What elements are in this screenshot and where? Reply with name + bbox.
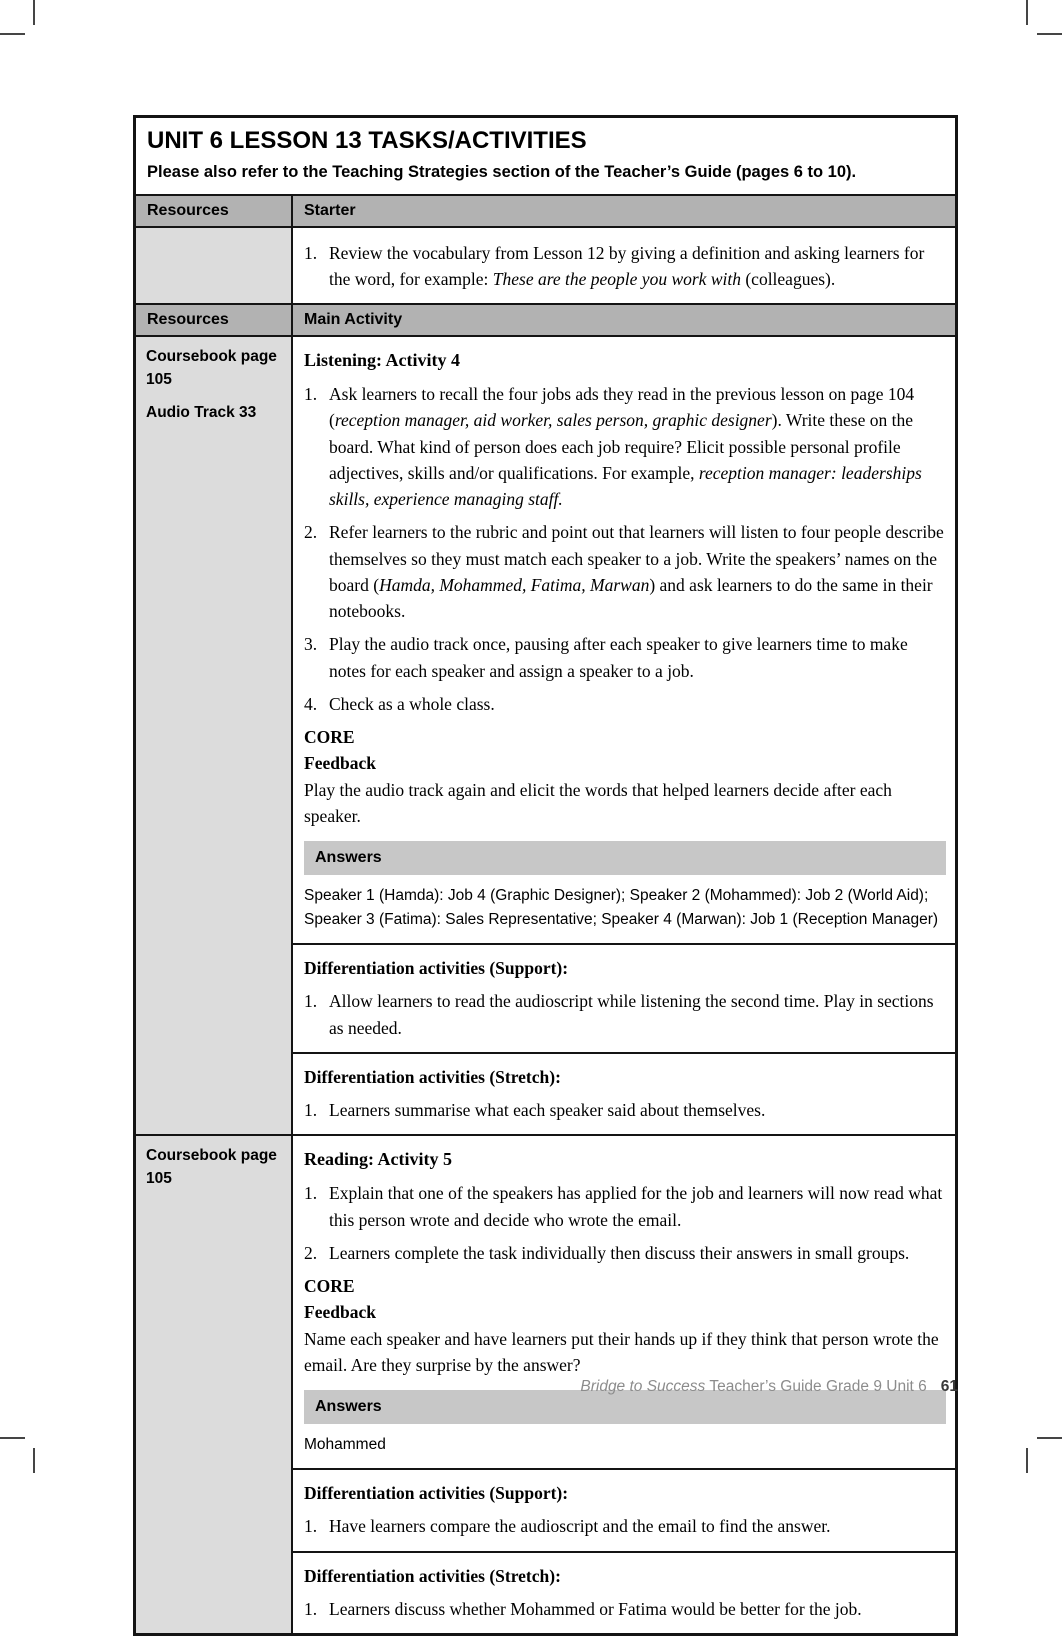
feedback-text: Name each speaker and have learners put their hands up if they think that person wrote the email. Are they surprise by the answer? — [304, 1328, 939, 1375]
item-number: 2. — [304, 1242, 318, 1263]
listening-differentiation-stretch — [293, 1052, 955, 1135]
item-text — [329, 240, 946, 293]
starter-resources-cell — [136, 228, 293, 304]
crop-mark-bottom-left-horizontal — [0, 1437, 25, 1439]
crop-mark-top-right-vertical — [1026, 0, 1028, 25]
list-item — [304, 1596, 946, 1622]
list-item — [304, 519, 946, 624]
starter-column-header: Starter — [304, 201, 356, 219]
item-text: Learners summarise what each speaker said about themselves. — [329, 1100, 766, 1121]
starter-row — [136, 226, 955, 304]
item-text: Check as a whole class. — [329, 693, 495, 714]
listening-resources-cell — [136, 337, 293, 1134]
listening-differentiation-support — [293, 943, 955, 1052]
resources-column-header: Resources — [136, 305, 293, 335]
differentiation-support-title: Differentiation activities (Support): — [304, 958, 569, 979]
page-title: UNIT 6 LESSON 13 TASKS/ACTIVITIES — [147, 127, 587, 154]
item-text-italic: Hamda, Mohammed, Fatima, Marwan — [379, 574, 650, 595]
list-item — [304, 631, 946, 684]
activity-title: Reading: Activity 5 — [304, 1149, 452, 1170]
list-item — [304, 1180, 946, 1233]
list-item — [304, 988, 946, 1041]
item-text: Learners complete the task individually then discuss their answers in small groups. — [329, 1242, 910, 1263]
title-block — [136, 118, 955, 194]
answers-banner: Answers — [304, 841, 946, 875]
list-item — [304, 1097, 946, 1123]
feedback-label: Feedback — [304, 753, 376, 774]
crop-mark-bottom-right-vertical — [1026, 1448, 1028, 1473]
item-number: 1. — [304, 1100, 318, 1121]
item-text: Explain that one of the speakers has applied for the job and learners will now read what this person wrote and decide who wrote the email. — [329, 1183, 943, 1230]
activity-title: Listening: Activity 4 — [304, 350, 460, 371]
listening-row — [136, 335, 955, 1134]
item-text-italic: reception manager: leaderships skills, experience managing staff. — [329, 462, 922, 510]
guide-title: Teacher’s Guide Grade 9 Unit 6 — [705, 1378, 927, 1395]
lesson-table — [133, 115, 958, 1636]
reading-differentiation-stretch — [293, 1551, 955, 1634]
item-text-segment: Review the vocabulary from Lesson 12 by giving a definition and asking learners for the word, for example: — [329, 242, 925, 289]
differentiation-support-title: Differentiation activities (Support): — [304, 1483, 569, 1504]
resources-column-header: Resources — [136, 196, 293, 226]
item-text: Have learners compare the audioscript and the email to find the answer. — [329, 1516, 831, 1537]
main-activity-header-row — [136, 303, 955, 335]
list-item — [304, 240, 946, 293]
item-number: 4. — [304, 693, 318, 714]
item-number: 1. — [304, 1183, 318, 1204]
item-number: 1. — [304, 991, 318, 1012]
item-number: 1. — [304, 1516, 318, 1537]
main-activity-column-header: Main Activity — [304, 311, 403, 329]
crop-mark-top-right-horizontal — [1037, 33, 1062, 35]
item-number: 1. — [304, 1598, 318, 1619]
starter-header-row — [136, 194, 955, 226]
item-text-italic: reception manager, aid worker, sales person, graphic designer — [334, 410, 772, 431]
resource-audio-track: Audio Track 33 — [146, 404, 257, 422]
crop-mark-bottom-right-horizontal — [1037, 1437, 1062, 1439]
item-number: 1. — [304, 384, 318, 405]
item-text-segment: ) and ask learners to do the same in their notebooks. — [329, 574, 933, 622]
crop-mark-bottom-left-vertical — [33, 1448, 35, 1473]
item-number: 3. — [304, 634, 318, 655]
answers-text: Speaker 1 (Hamda): Job 4 (Graphic Designer); Speaker 2 (Mohammed): Job 2 (World Aid); Speaker 3 (Fatima): Sales Representative; Speaker 4 (Marwan): Job 1 (Reception Manager) — [304, 887, 939, 929]
differentiation-stretch-title: Differentiation activities (Stretch): — [304, 1565, 561, 1586]
item-number: 2. — [304, 522, 318, 543]
item-text: Learners discuss whether Mohammed or Fatima would be better for the job. — [329, 1598, 862, 1619]
list-item — [304, 1240, 946, 1266]
item-text-segment: Refer learners to the rubric and point out that learners will listen to four people describe themselves so they must match each speaker to a job. Write the speakers’ names on the board ( — [329, 522, 944, 595]
list-item — [304, 381, 946, 512]
differentiation-stretch-title: Differentiation activities (Stretch): — [304, 1066, 561, 1087]
item-number: 1. — [304, 242, 318, 263]
item-text-segment: Ask learners to recall the four jobs ads they read in the previous lesson on page 104 ( — [329, 384, 915, 431]
reading-differentiation-support — [293, 1468, 955, 1551]
list-item — [304, 1513, 946, 1539]
series-title: Bridge to Success — [580, 1378, 706, 1395]
listening-content — [293, 337, 955, 943]
list-item — [304, 691, 946, 717]
page-footer — [133, 1378, 958, 1396]
answers-banner: Answers — [304, 1390, 946, 1424]
core-label: CORE — [304, 1276, 355, 1297]
table-subtitle: Please also refer to the Teaching Strategies section of the Teacher’s Guide (pages 6 to 10). — [147, 162, 857, 181]
item-text-segment: (colleagues). — [740, 268, 836, 289]
page-number: 61 — [940, 1378, 958, 1395]
item-text — [329, 381, 946, 512]
item-text: Play the audio track once, pausing after each speaker to give learners time to make notes for each speaker and assign a speaker to a job. — [329, 634, 908, 681]
reading-content — [293, 1136, 955, 1468]
crop-mark-top-left-vertical — [33, 0, 35, 25]
item-text: Allow learners to read the audioscript while listening the second time. Play in sections as needed. — [329, 991, 934, 1038]
answers-text: Mohammed — [304, 1436, 386, 1454]
core-label: CORE — [304, 727, 355, 748]
crop-mark-top-left-horizontal — [0, 33, 25, 35]
item-text-italic: These are the people you work with — [492, 268, 741, 289]
feedback-text: Play the audio track again and elicit the words that helped learners decide after each speaker. — [304, 779, 892, 826]
item-text — [329, 519, 946, 624]
feedback-label: Feedback — [304, 1302, 376, 1323]
starter-content — [293, 228, 955, 304]
resource-coursebook: Coursebook page 105 — [146, 348, 277, 388]
resource-coursebook: Coursebook page 105 — [146, 1147, 277, 1187]
item-text-segment: ). Write these on the board. What kind of person does each job require? Elicit possible personal profile adjectives, skills and/or qualifications. For example, — [329, 410, 913, 483]
